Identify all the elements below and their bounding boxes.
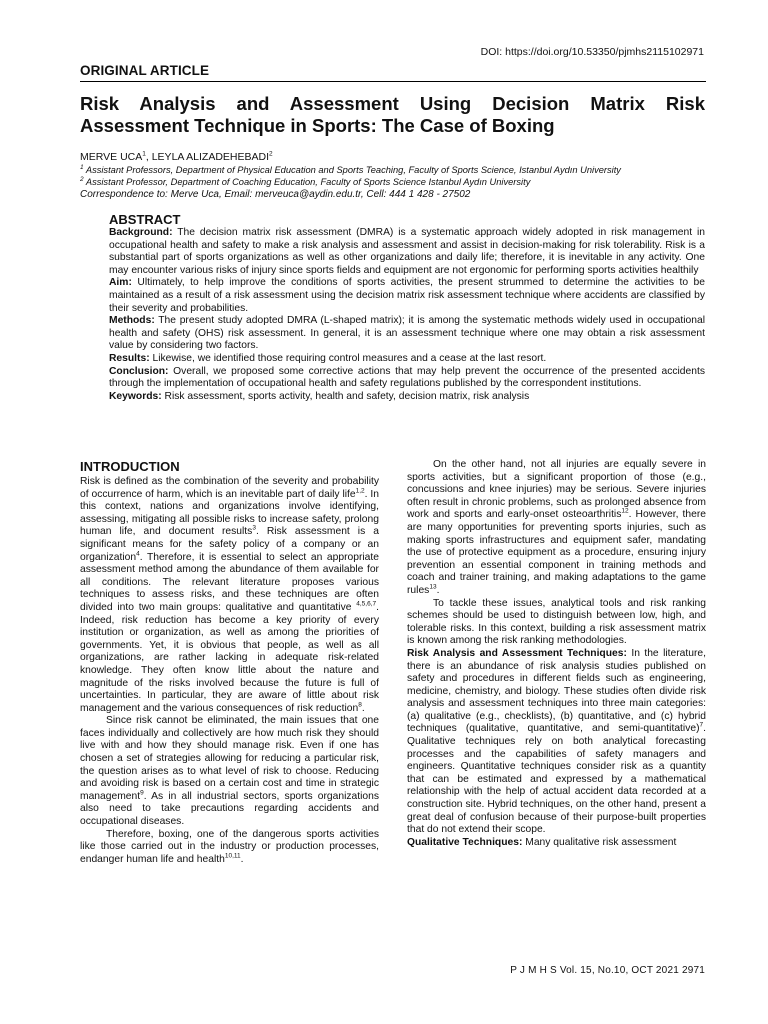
text: . However, there are many opportunities for preventing sports injuries, such as making sports infrastructures and equipment safer, mandating the use of protective equipment as a procedure, ensuring injury prevention an essential component in training methods and coach and trainer training, and making adaptations to the game rules xyxy=(407,509,706,596)
citation: 4,5,6,7 xyxy=(356,600,377,608)
abstract-aim xyxy=(109,277,705,315)
citation: 9 xyxy=(140,789,144,797)
header-rule xyxy=(80,81,706,82)
right-paragraph-2: To tackle these issues, analytical tools and risk ranking schemes should be used to distinguish between low, high, and tolerable risks. In this context, building a risk assessment matrix is known among the risk ranking methodologies. xyxy=(407,597,706,647)
text: On the other hand, not all injuries are equally severe in sports activities, but a significant proportion of those (e.g., concussions and knee injuries) may be serious. Severe injuries often result in chronic problems, such as prolonged absence from work and sports and early-onset osteoarthritis xyxy=(407,459,706,521)
keywords-text: Risk assessment, sports activity, health and safety, decision matrix, risk analysis xyxy=(161,390,530,402)
text: . In this context, nations and organizations involve identifying, assessing, mitigating all possible risks to increase safety, prolong human life, and document results xyxy=(80,488,379,538)
abstract-keywords xyxy=(109,391,705,404)
correspondence[interactable]: Correspondence to: Merve Uca, Email: merveuca@aydin.edu.tr, Cell: 444 1 428 - 27502 xyxy=(80,189,471,200)
article-type: ORIGINAL ARTICLE xyxy=(80,63,210,78)
conclusion-label: Conclusion: xyxy=(109,365,169,377)
citation: 13 xyxy=(429,583,437,591)
abstract-conclusion xyxy=(109,366,705,391)
section-label: Risk Analysis and Assessment Techniques: xyxy=(407,647,627,659)
abstract xyxy=(109,227,705,403)
text: Risk is defined as the combination of the severity and probability of occurrence of harm, which is an inevitable part of daily life xyxy=(80,476,379,500)
text: . As in all industrial sectors, sports organizations also need to take precautions regarding accidents and occupational diseases. xyxy=(80,790,379,828)
conclusion-text: Overall, we proposed some corrective actions that may help prevent the occurrence of the presented accidents through the implementation of occupational health and safety regulations published by the correspondent institutions. xyxy=(109,365,705,390)
intro-paragraph-1 xyxy=(80,476,379,715)
citation: 4 xyxy=(136,550,140,558)
section-label: Qualitative Techniques: xyxy=(407,836,523,848)
keywords-label: Keywords: xyxy=(109,390,162,402)
text: . Therefore, it is essential to select an appropriate assessment method among the abundance of them available for all conditions. The relevant literature proposes various techniques to assess risks, and these techniques are often divided into two main groups: qualitative and quantitative xyxy=(80,551,379,613)
background-text: The decision matrix risk assessment (DMRA) is a systematic approach widely adopted in risk management in occupational health and safety to make a risk analysis and assessment and assist in decision-making for risk tolerability. Risk is a substantial part of sports organizations as well as other organizations and daily life; therefore, it is inevitable in any activity. One may encounter various risks of injury since sports fields and equipment are not ergonomic for performing sports activities healthily xyxy=(109,227,705,276)
intro-paragraph-3 xyxy=(80,829,379,867)
text: . xyxy=(436,584,440,596)
abstract-methods xyxy=(109,315,705,353)
aff2-text: Assistant Professor, Department of Coaching Education, Faculty of Sports Science Istanbul Aydın University xyxy=(83,177,531,187)
text: Therefore, boxing, one of the dangerous sports activities like those carried out in the industry or production processes, endanger human life and health xyxy=(80,828,379,865)
text: . xyxy=(361,702,365,714)
affiliation-2 xyxy=(80,177,720,187)
citation: 1,2 xyxy=(355,487,365,495)
background-label: Background: xyxy=(109,227,173,238)
author-2: LEYLA ALIZADEHEBADI xyxy=(151,151,270,163)
left-column xyxy=(80,459,379,866)
text: Since risk cannot be eliminated, the main issues that one faces individually and collectively are how much risk they should live with and how they should manage risk. Even if one has chosen a set of strategies allowing for reducing a particular risk, the question arises as to what level of risk to choose. Reducing and avoiding risk is based on a certain cost and time in strategic management xyxy=(80,715,379,802)
citation: 7 xyxy=(699,722,704,730)
doi[interactable]: DOI: https://doi.org/10.53350/pjmhs2115102971 xyxy=(480,46,704,58)
author-separator: , xyxy=(145,151,152,163)
text: . Qualitative techniques rely on both analytical forecasting processes and the capabilities of safety managers and engineers. Quantitative techniques consider risk as a quantity that can be estimated and expressed by a mathematical relationship with the help of actual accident data recorded at a construction site. Hybrid techniques, on the other hand, present a great deal of confusion because of their purpose-built properties that do not extend their scope. xyxy=(407,723,706,836)
aff2-sup: 2 xyxy=(80,175,84,183)
aff1-text: Assistant Professors, Department of Physical Education and Sports Teaching, Faculty of Sports Science, Istanbul Aydın University xyxy=(83,165,621,175)
page-footer: P J M H S Vol. 15, No.10, OCT 2021 2971 xyxy=(510,965,705,976)
results-label: Results: xyxy=(109,352,150,364)
abstract-background xyxy=(109,227,705,277)
text: In the literature, there is an abundance of risk analysis studies published on safety and procedures in different fields such as engineering, medicine, chemistry, and biology. These studies often divide risk analysis and assessment techniques into three main categories: (a) qualitative (e.g., checklists), (b) quantitative, and (c) hybrid techniques (qualitative, quantitative, and semi-quantitative) xyxy=(407,647,707,735)
aim-text: Ultimately, to help improve the conditions of sports activities, the present strummed to determine the activities to be maintained as a result of a risk assessment using the decision matrix risk assessment technique where accidents are classified by their severity and probabilities. xyxy=(109,277,705,314)
introduction-heading: INTRODUCTION xyxy=(80,459,180,474)
citation: 3 xyxy=(252,524,256,532)
author-1: MERVE UCA xyxy=(80,151,143,163)
right-paragraph-3 xyxy=(407,648,706,837)
abstract-heading: ABSTRACT xyxy=(109,212,181,227)
text: . xyxy=(240,853,244,865)
authors xyxy=(80,151,273,163)
text: . Risk assessment is a significant means for the safety policy of a company or an organization xyxy=(80,526,379,563)
author-2-sup: 2 xyxy=(269,150,273,158)
abstract-results xyxy=(109,353,705,366)
affiliation-1 xyxy=(80,165,720,175)
right-column xyxy=(407,459,706,849)
citation: 8 xyxy=(358,701,362,709)
results-text: Likewise, we identified those requiring control measures and a cease at the last resort. xyxy=(149,352,547,364)
paper-title: Risk Analysis and Assessment Using Decision Matrix Risk Assessment Technique in Sports: The Case of Boxing xyxy=(80,93,705,136)
aim-label: Aim: xyxy=(109,277,132,289)
aff1-sup: 1 xyxy=(80,163,84,171)
intro-paragraph-2 xyxy=(80,715,379,828)
author-1-sup: 1 xyxy=(142,150,146,158)
text: Many qualitative risk assessment xyxy=(522,836,677,848)
right-paragraph-4 xyxy=(407,837,706,850)
citation: 10,11 xyxy=(224,852,241,860)
citation: 12 xyxy=(621,507,629,515)
methods-text: The present study adopted DMRA (L-shaped matrix); it is among the systematic methods widely used in occupational health and safety (OHS) risk assessment. In general, it is an assessment technique where one may obtain a risk assessment value by considering two factors. xyxy=(109,315,705,352)
text: . Indeed, risk reduction has become a key priority of every institution or organization, as well as among the priorities of governments. Yet, it is obvious that people, as well as all organizations, are rather lacking in adequate risk-related knowledge. They often know little about the nature and magnitude of the risks involved because the future is full of uncertainties. In particular, they are aware of little about risk management and the various consequences of risk reduction xyxy=(80,601,379,714)
methods-label: Methods: xyxy=(109,315,155,327)
right-paragraph-1 xyxy=(407,459,706,598)
